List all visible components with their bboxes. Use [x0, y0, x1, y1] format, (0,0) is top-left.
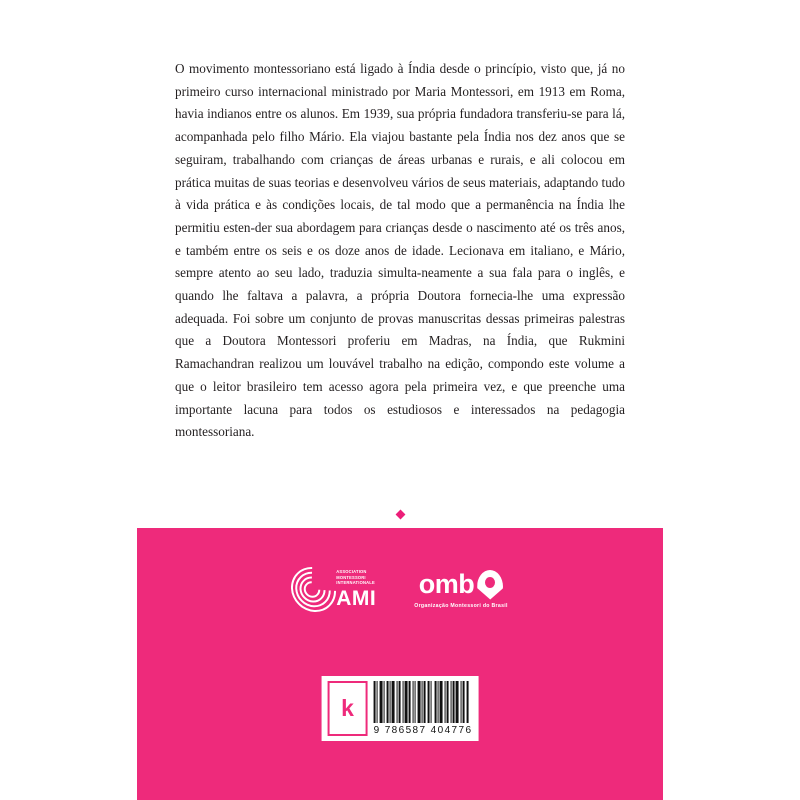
diamond-ornament-icon: [395, 510, 405, 520]
publisher-mark: k: [341, 695, 354, 721]
ami-acronym: AMI: [336, 586, 377, 610]
barcode-block: [322, 676, 479, 741]
ami-line3: INTERNATIONALE: [336, 580, 375, 586]
omb-logo: [414, 570, 507, 609]
isbn-barcode: [374, 681, 473, 736]
logo-row: [137, 566, 663, 612]
barcode-bars-icon: [374, 681, 473, 723]
ami-line2: MONTESSORI: [336, 574, 366, 580]
omb-wordmark: omb: [418, 569, 475, 599]
omb-subtitle: Organização Montessori do Brasil: [414, 602, 508, 609]
isbn-number: 9 786587 404776: [373, 725, 473, 736]
publisher-logo: [328, 681, 368, 736]
omb-drop-icon: [477, 570, 503, 600]
ami-arcs-icon: [292, 566, 332, 612]
ami-logo: [292, 566, 376, 612]
blurb-text: O movimento montessoriano está ligado à Índia desde o princípio, visto que, já no primeiro curso internacional ministrado por Maria Montessori, em 1913 em Roma, havia indianos entre os alunos. Em 1939, sua própria fundadora transferiu-se para lá, acompanhada pelo filho Mário. Ela viajou bastante pela Índia nos dez anos que se seguiram, trabalhando com crianças de áreas urbanas e rurais, e ali colocou em prática muitas de suas teorias e desenvolveu vários de seus materiais, adaptando tudo à vida prática e às condições locais, de tal modo que a permanência na Índia lhe permitiu esten-der sua abordagem para crianças desde o nascimento até os três anos, e também entre os seis e os doze anos de idade. Lecionava em italiano, e Mário, sempre atento ao seu lado, traduzia simulta-neamente a sua fala para o inglês, e quando lhe faltava a palavra, a própria Doutora fornecia-lhe uma expressão adequada. Foi sobre um conjunto de provas manuscritas dessas primeiras palestras que a Doutora Montessori proferiu em Madras, na Índia, que Rukmini Ramachandran realizou um louvável trabalho na edição, compondo este volume a que o leitor brasileiro tem acesso agora pela primeira vez, e que preenche uma importante lacuna para todos os estudiosos e interessados na pedagogia montessoriana.: [175, 61, 625, 440]
divider: [0, 505, 800, 523]
ami-line1: ASSOCIATION: [336, 569, 367, 575]
ami-text-block: [336, 569, 376, 609]
omb-wordmark-row: [419, 570, 504, 600]
pink-panel: [137, 528, 663, 800]
